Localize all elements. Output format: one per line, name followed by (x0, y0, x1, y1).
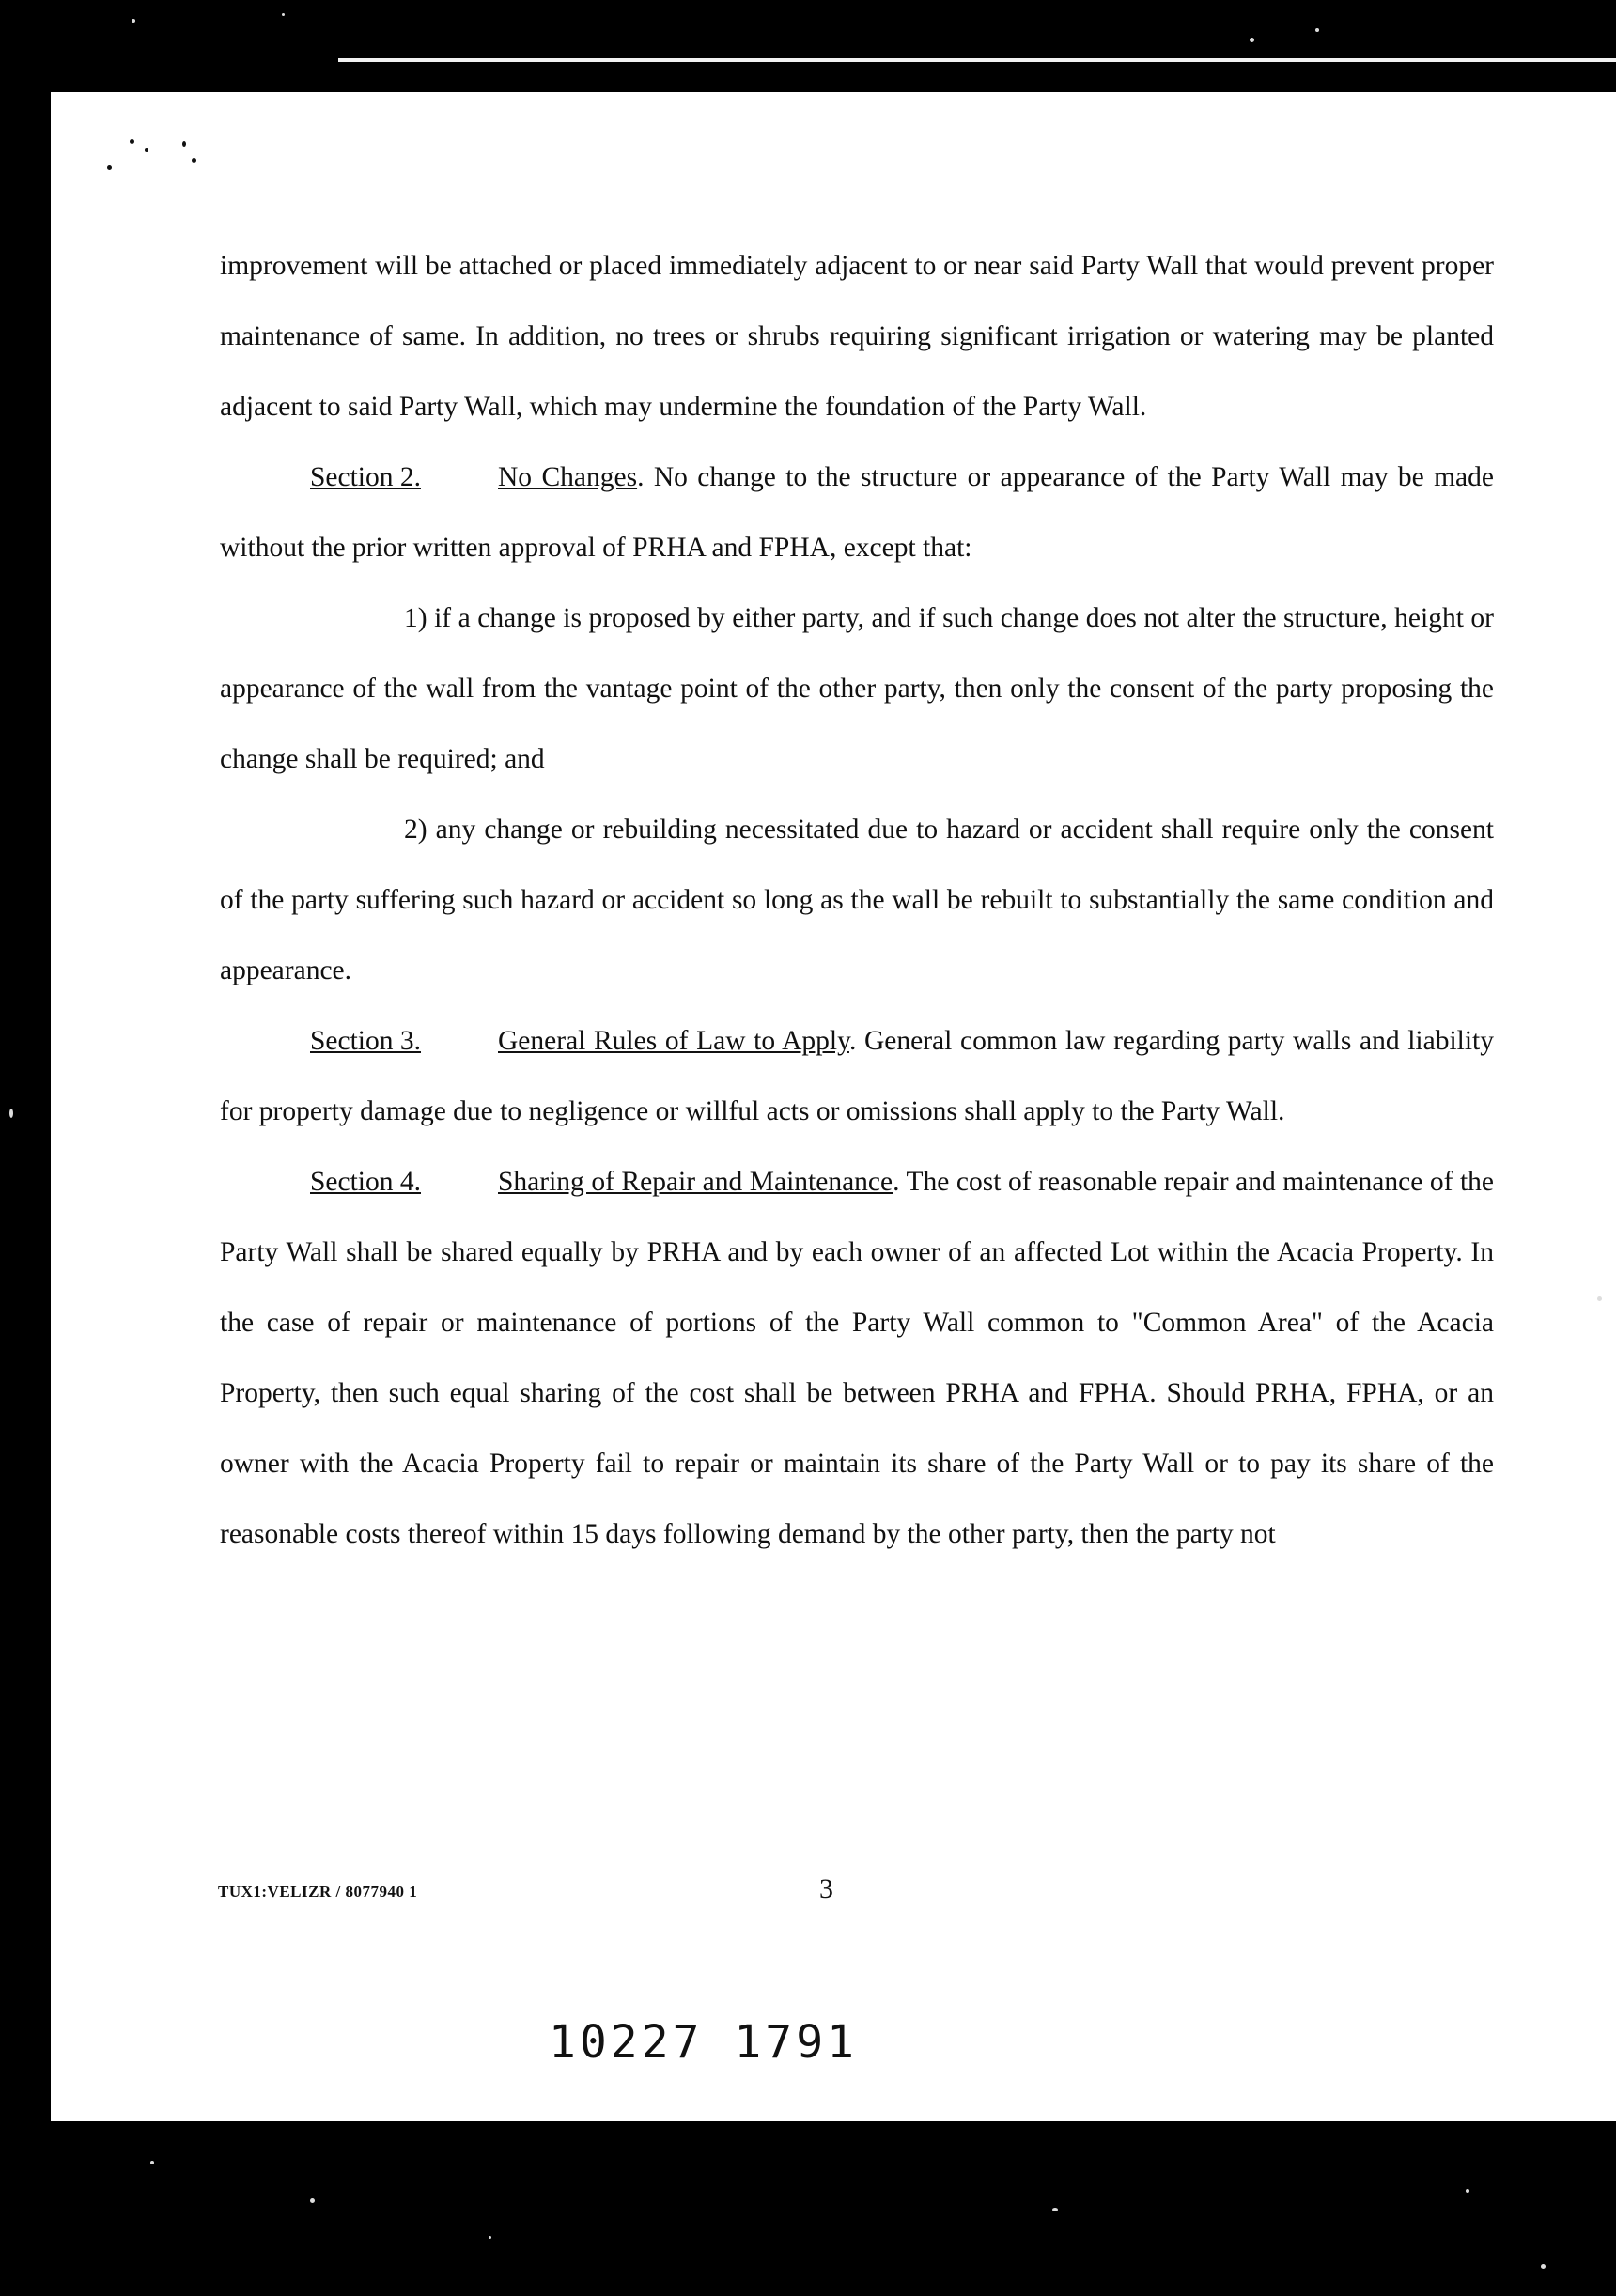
section-2-item-1: 1) if a change is proposed by either party, and if such change does not alter the structure, height or appearance of the wall from the vantage point of the other party, then only the consent of the party proposing the change shall be required; and (220, 603, 1494, 774)
scan-speck (145, 148, 148, 152)
scan-edge-line (338, 58, 1616, 62)
document-id-footer: TUX1:VELIZR / 8077940 1 (218, 1883, 418, 1900)
section-3-title: General Rules of Law to Apply (498, 1026, 849, 1056)
section-4-title: Sharing of Repair and Maintenance (498, 1167, 893, 1197)
section-4-text: . The cost of reasonable repair and maintenance of the Party Wall shall be shared equally by PRHA and by each owner of an affected Lot within the Acacia Property. In the case of repair or maintenance of portions of the Party Wall common to "Common Area" of the Acacia Property, then such equal sharing of the cost shall be between PRHA and FPHA. Should PRHA, FPHA, or an owner with the Acacia Property fail to repair or maintain its share of the Party Wall or to pay its share of the reasonable costs thereof within 15 days following demand by the other party, then the party not (220, 1167, 1494, 1549)
scan-noise (132, 19, 135, 23)
recording-stamp: 10227 1791 (549, 2016, 858, 2069)
section-3-text: . General common law regarding party walls and liability for property damage due to negligence or willful acts or omissions shall apply to the Party Wall. (220, 1026, 1494, 1126)
scan-noise (489, 2236, 491, 2239)
scan-noise (1250, 38, 1254, 42)
section-4-label: Section 4. (310, 1167, 421, 1197)
section-4 (220, 1147, 1494, 1570)
section-3 (220, 1006, 1494, 1147)
section-2-label: Section 2. (310, 462, 421, 492)
scan-speck (130, 139, 134, 144)
scan-noise (1597, 1296, 1602, 1301)
scan-noise (282, 13, 285, 16)
paragraph-intro: improvement will be attached or placed immediately adjacent to or near said Party Wall that would prevent proper maintenance of same. In addition, no trees or shrubs requiring significant irrigation or watering may be planted adjacent to said Party Wall, which may undermine the foundation of the Party Wall. (220, 251, 1494, 422)
scan-speck (107, 165, 112, 170)
section-2-title: No Changes (498, 462, 638, 492)
scan-noise (1466, 2189, 1469, 2193)
scan-noise (1541, 2264, 1546, 2269)
scan-noise (310, 2198, 315, 2203)
section-3-label: Section 3. (310, 1026, 421, 1056)
scan-noise (1315, 28, 1319, 32)
document-page (51, 92, 1616, 2121)
document-body (220, 231, 1494, 1570)
section-2 (220, 442, 1494, 583)
scan-noise (9, 1109, 13, 1118)
section-2-text: . No change to the structure or appearance of the Party Wall may be made without the prior written approval of PRHA and FPHA, except that: (220, 462, 1494, 563)
section-2-item-2: 2) any change or rebuilding necessitated due to hazard or accident shall require only the consent of the party suffering such hazard or accident so long as the wall be rebuilt to substantially the same condition and appearance. (220, 814, 1494, 985)
scan-speck (182, 141, 186, 147)
page-number: 3 (819, 1873, 833, 1904)
scan-noise (150, 2161, 154, 2164)
scan-noise (1052, 2208, 1058, 2211)
scan-speck (192, 158, 196, 163)
